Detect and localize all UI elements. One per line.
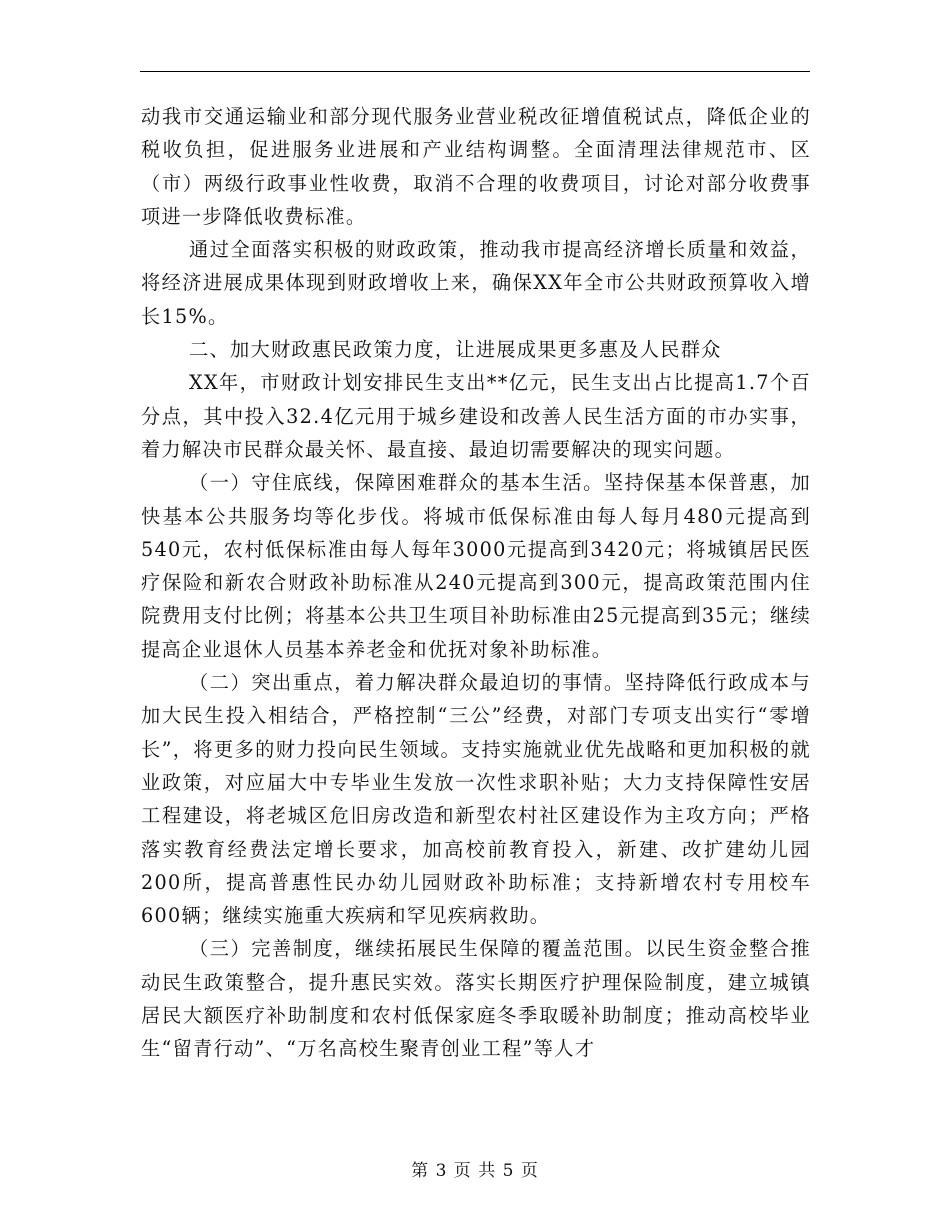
page-number-footer: 第 3 页 共 5 页 — [411, 1161, 539, 1181]
paragraph-item-2: （二）突出重点，着力解决群众最迫切的事情。坚持降低行政成本与加大民生投入相结合，严格控制“三公”经费，对部门专项支出实行“零增长”，将更多的财力投向民生领域。支持实施就业优先战略和更加积极的就业政策，对应届大中专毕业生发放一次性求职补贴；大力支持保障性安居工程建设，将老城区危旧房改造和新型农村社区建设作为主攻方向；严格落实教育经费法定增长要求，加高校前教育投入，新建、改扩建幼儿园200所，提高普惠性民办幼儿园财政补助标准；支持新增农村专用校车600辆；继续实施重大疾病和罕见疾病救助。 — [141, 671, 811, 928]
section-heading: 二、加大财政惠民政策力度，让进展成果更多惠及人民群众 — [189, 338, 722, 362]
paragraph-fiscal-policy: 通过全面落实积极的财政政策，推动我市提高经济增长质量和效益，将经济进展成果体现到财政增收上来，确保XX年全市公共财政预算收入增长15%。 — [141, 238, 811, 328]
paragraph-continuation: 动我市交通运输业和部分现代服务业营业税改征增值税试点，降低企业的税收负担，促进服务业进展和产业结构调整。全面清理法律规范市、区（市）两级行政事业性收费，取消不合理的收费项目，讨论对部分收费事项进一步降低收费标准。 — [141, 105, 811, 228]
paragraph-livelihood-spending: XX年，市财政计划安排民生支出**亿元，民生支出占比提高1.7个百分点，其中投入32.4亿元用于城乡建设和改善人民生活方面的市办实事，着力解决市民群众最关怀、最直接、最迫切需要解决的现实问题。 — [141, 371, 811, 461]
paragraph-item-3: （三）完善制度，继续拓展民生保障的覆盖范围。以民生资金整合推动民生政策整合，提升惠民实效。落实长期医疗护理保险制度，建立城镇居民大额医疗补助制度和农村低保家庭冬季取暖补助制度；推动高校毕业生“留青行动”、“万名高校生聚青创业工程”等人才 — [141, 937, 811, 1061]
header-rule — [140, 71, 810, 72]
paragraph-item-1: （一）守住底线，保障困难群众的基本生活。坚持保基本保普惠，加快基本公共服务均等化步伐。将城市低保标准由每人每月480元提高到540元，农村低保标准由每人每年3000元提高到3420元；将城镇居民医疗保险和新农合财政补助标准从240元提高到300元，提高政策范围内住院费用支付比例；将基本公共卫生项目补助标准由25元提高到35元；继续提高企业退休人员基本养老金和优抚对象补助标准。 — [141, 471, 811, 661]
body-text — [141, 100, 811, 1066]
